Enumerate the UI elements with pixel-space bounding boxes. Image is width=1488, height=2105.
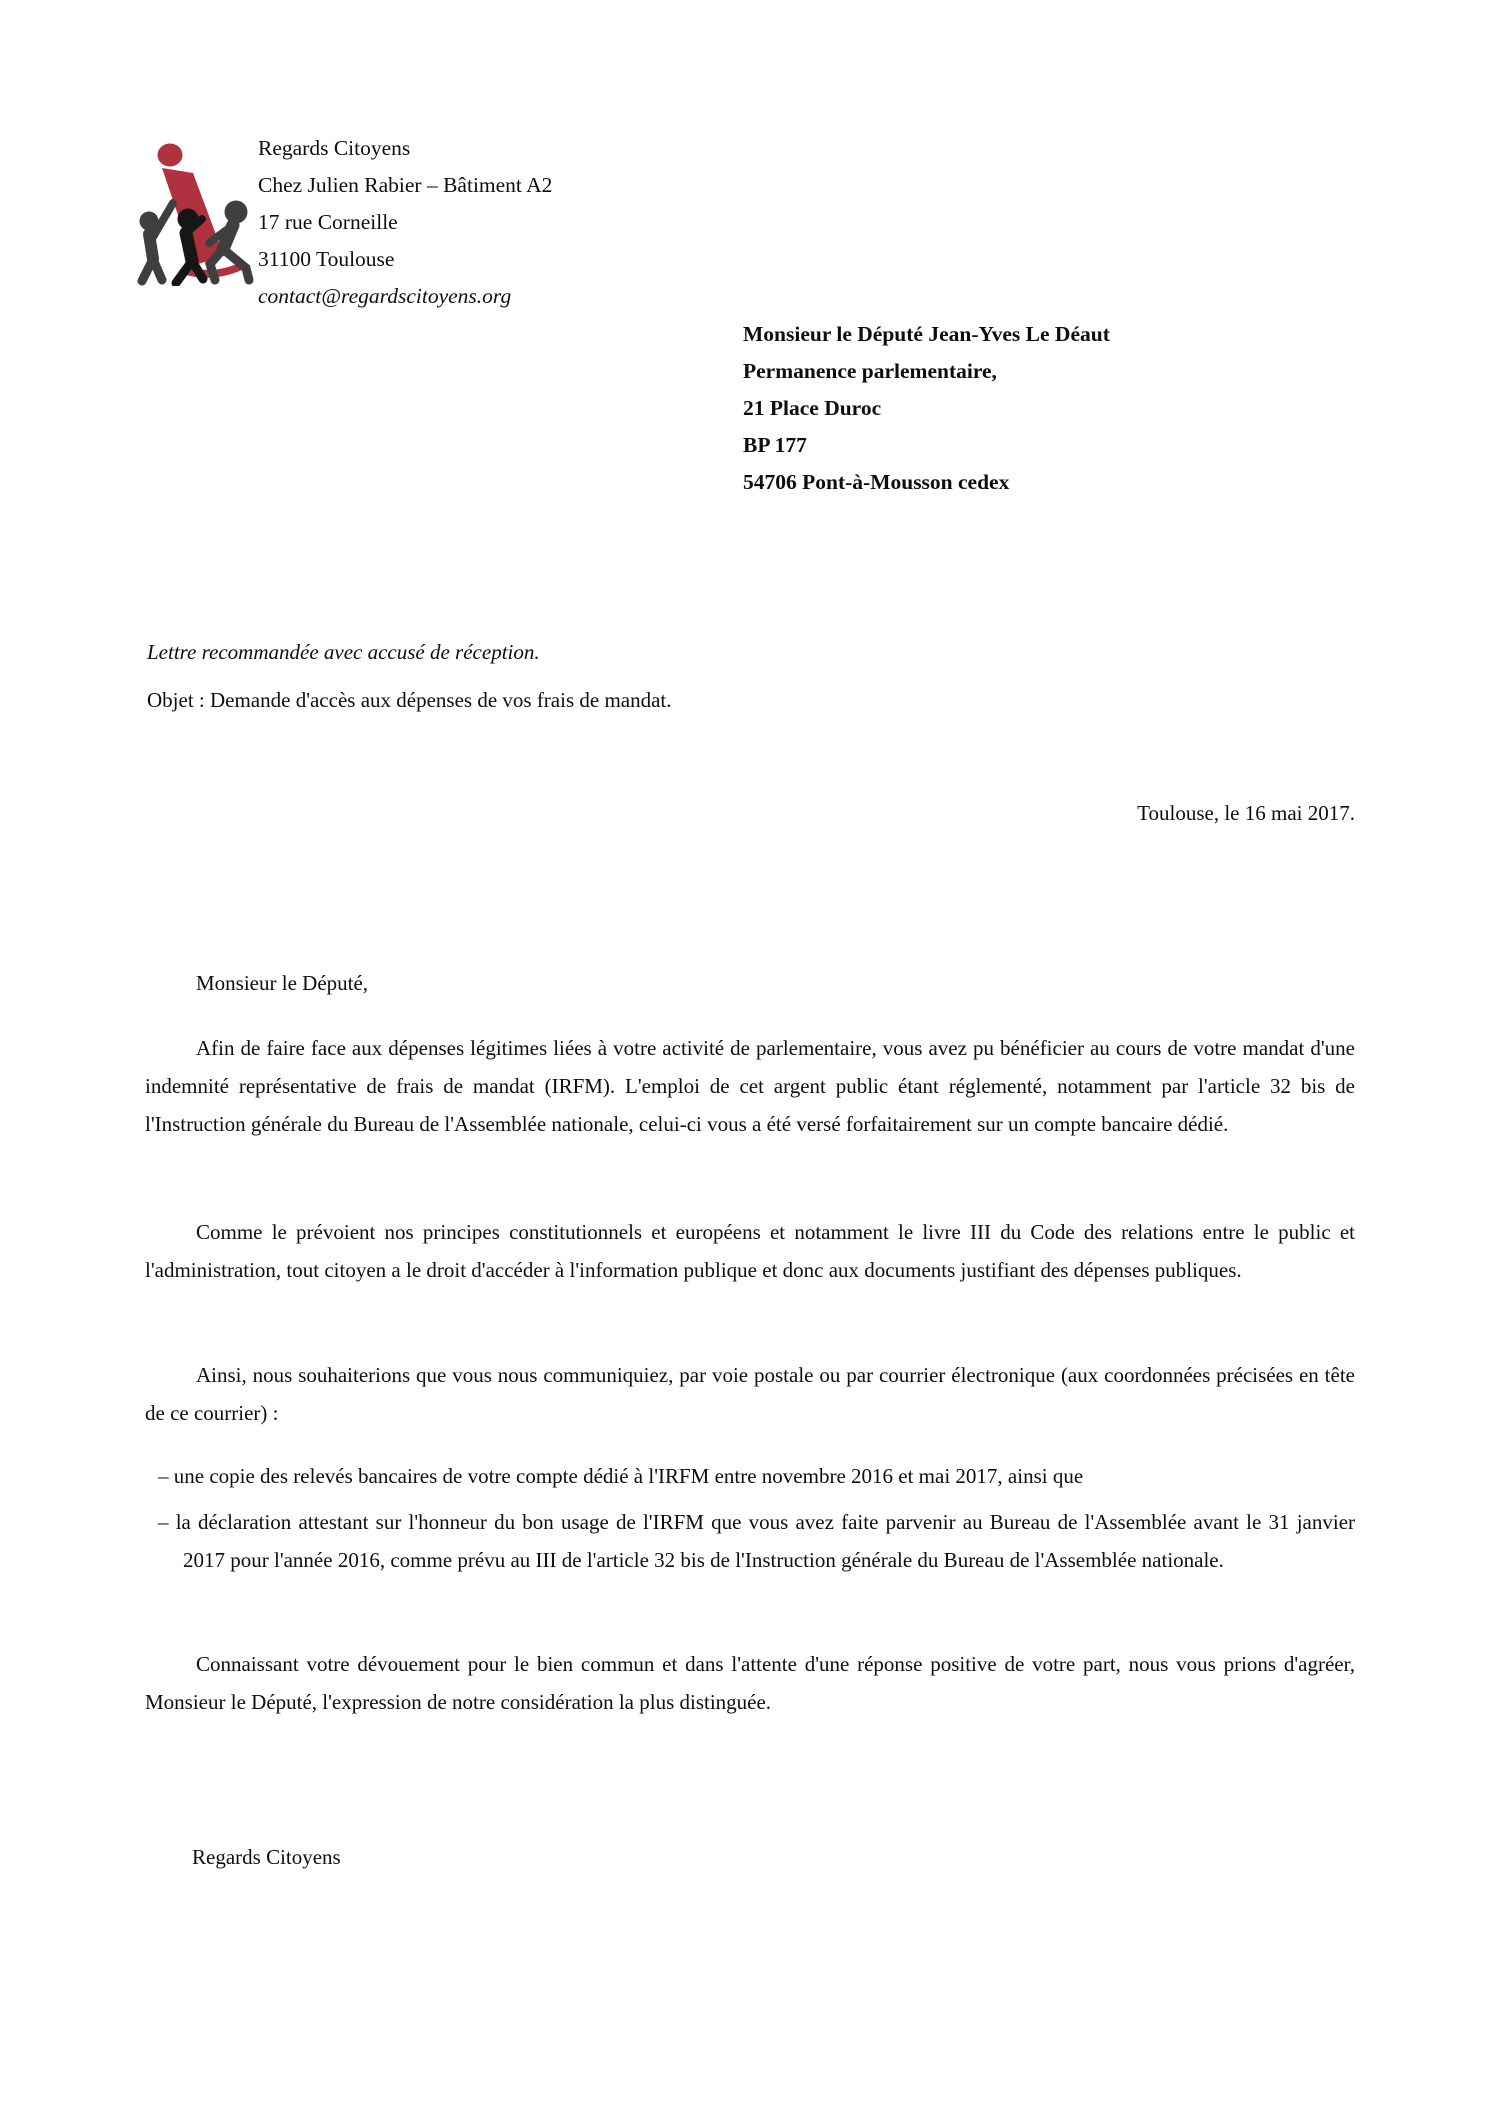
bullet-text: une copie des relevés bancaires de votre compte dédié à l'IRFM entre novembre 2016 et mai 2017, ainsi que (173, 1464, 1084, 1488)
registered-mail-notice: Lettre recommandée avec accusé de réception. (147, 640, 540, 664)
sender-line-street: 17 rue Corneille (258, 210, 398, 234)
recipient-line-street: 21 Place Duroc (743, 396, 882, 420)
body-paragraph-1: Afin de faire face aux dépenses légitimes liées à votre activité de parlementaire, vous avez pu bénéficier au cours de votre mandat d'une indemnité représentative de frais de mandat (IRFM). L'emploi de cet argent public étant réglementé, notamment par l'article 32 bis de l'Instruction générale du Bureau de l'Assemblée nationale, celui-ci vous a été versé forfaitairement sur un compte bancaire dédié. (145, 1036, 1355, 1136)
recipient-line-name: Monsieur le Député Jean-Yves Le Déaut (743, 322, 1110, 346)
sender-email: contact@regardscitoyens.org (258, 284, 512, 308)
salutation: Monsieur le Député, (196, 971, 369, 995)
recipient-line-bp: BP 177 (743, 433, 807, 457)
bullet-dash: – (158, 1510, 169, 1534)
recipient-line-office: Permanence parlementaire, (743, 359, 997, 383)
dateline: Toulouse, le 16 mai 2017. (1137, 801, 1355, 825)
regards-citoyens-logo (136, 142, 254, 291)
bullet-item-2 (145, 1503, 1355, 1579)
bullet-dash: – (158, 1464, 169, 1488)
sender-line-city: 31100 Toulouse (258, 247, 395, 271)
recipient-line-city: 54706 Pont-à-Mousson cedex (743, 470, 1010, 494)
sender-address (258, 130, 552, 315)
bullet-text: la déclaration attestant sur l'honneur du bon usage de l'IRFM que vous avez faite parvenir au Bureau de l'Assemblée avant le 31 janvier 2017 pour l'année 2016, comme prévu au III de l'article 32 bis de l'Instruction générale du Bureau de l'Assemblée nationale. (175, 1510, 1356, 1572)
body-paragraph-3: Ainsi, nous souhaiterions que vous nous communiquiez, par voie postale ou par courrier électronique (aux coordonnées précisées en tête de ce courrier) : (145, 1363, 1355, 1425)
body-paragraph-2: Comme le prévoient nos principes constitutionnels et européens et notamment le livre III du Code des relations entre le public et l'administration, tout citoyen a le droit d'accéder à l'information publique et donc aux documents justifiant des dépenses publiques. (145, 1220, 1355, 1282)
signature: Regards Citoyens (192, 1845, 341, 1869)
bullet-item-1 (145, 1457, 1355, 1495)
sender-line-org: Regards Citoyens (258, 136, 411, 160)
closing-paragraph: Connaissant votre dévouement pour le bien commun et dans l'attente d'une réponse positive de votre part, nous vous prions d'agréer, Monsieur le Député, l'expression de notre considération la plus distinguée. (145, 1652, 1355, 1714)
recipient-address (743, 316, 1110, 501)
subject-line: Objet : Demande d'accès aux dépenses de vos frais de mandat. (147, 688, 672, 712)
bullet-list (145, 1457, 1355, 1579)
sender-line-co: Chez Julien Rabier – Bâtiment A2 (258, 173, 553, 197)
regards-citoyens-logo-icon (136, 142, 254, 286)
